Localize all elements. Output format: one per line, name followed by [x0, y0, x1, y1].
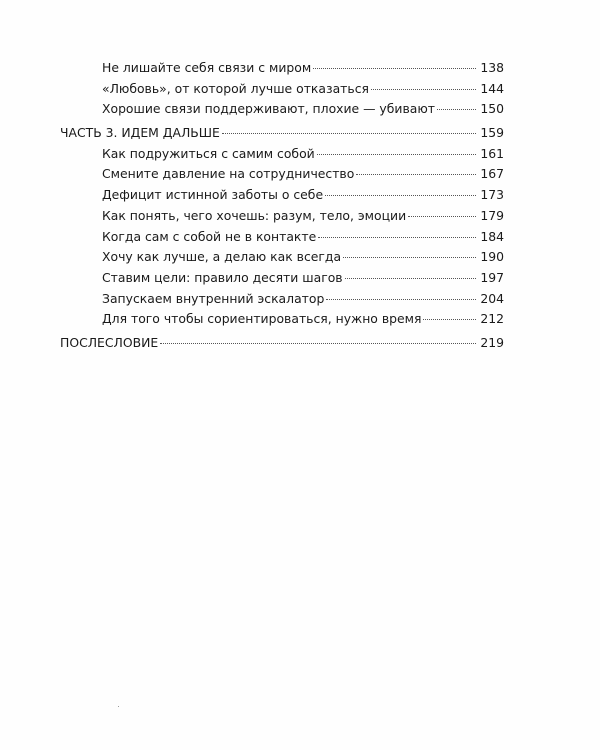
toc-entry-page: 150: [480, 101, 504, 117]
toc-entry-page: 144: [480, 80, 504, 96]
toc-entry: [60, 247, 504, 268]
toc-part-title: ЧАСТЬ 3. ИДЕМ ДАЛЬШЕ: [60, 125, 220, 141]
toc-entry-title: Запускаем внутренний эскалатор: [102, 290, 325, 306]
toc-entry-page: 161: [480, 145, 504, 161]
toc-entry-title: «Любовь», от которой лучше отказаться: [102, 80, 369, 96]
toc-entry: [60, 79, 504, 100]
toc-entry-page: 184: [480, 228, 504, 244]
toc-entry-page: 138: [480, 60, 504, 75]
dot-leader: [437, 109, 476, 110]
toc-afterword-page: 219: [480, 334, 504, 350]
dot-leader: [408, 216, 476, 217]
toc-entry: [60, 58, 504, 79]
dot-leader: [345, 278, 477, 279]
toc-entry-title: Как подружиться с самим собой: [102, 145, 315, 161]
toc-entry-page: 204: [480, 290, 504, 306]
toc-entry-page: 167: [480, 166, 504, 182]
toc-entry: [60, 289, 504, 310]
toc-entry-title: Когда сам с собой не в контакте: [102, 228, 317, 244]
toc-entry-title: Хочу как лучше, а делаю как всегда: [102, 249, 342, 265]
paper-speck: [118, 706, 119, 707]
dot-leader: [160, 343, 476, 344]
toc-entry-title: Хорошие связи поддерживают, плохие — убивают: [102, 101, 436, 117]
toc-afterword-title: ПОСЛЕСЛОВИЕ: [60, 334, 159, 350]
toc-entry-title: Для того чтобы сориентироваться, нужно время: [102, 311, 422, 327]
toc-entry-title: Смените давление на сотрудничество: [102, 166, 355, 182]
dot-leader: [326, 299, 476, 300]
toc-entry-title: Ставим цели: правило десяти шагов: [102, 269, 343, 285]
toc-entry-page: 173: [480, 187, 504, 203]
toc-afterword-heading: [60, 333, 504, 354]
table-of-contents: [60, 58, 504, 354]
toc-entry: [60, 144, 504, 165]
toc-entry: [60, 309, 504, 330]
toc-entry-page: 179: [480, 207, 504, 223]
toc-entry: [60, 268, 504, 289]
dot-leader: [325, 195, 476, 196]
toc-entry-title: Как понять, чего хочешь: разум, тело, эмоции: [102, 207, 407, 223]
dot-leader: [222, 133, 476, 134]
dot-leader: [356, 174, 476, 175]
toc-part-heading: [60, 123, 504, 144]
dot-leader: [423, 319, 476, 320]
toc-entry-page: 197: [480, 269, 504, 285]
toc-part-page: 159: [480, 125, 504, 141]
toc-entry-title: Дефицит истинной заботы о себе: [102, 187, 324, 203]
dot-leader: [313, 68, 476, 69]
toc-entry-title: Не лишайте себя связи с миром: [102, 60, 312, 75]
dot-leader: [318, 237, 476, 238]
dot-leader: [371, 89, 476, 90]
toc-entry: [60, 164, 504, 185]
toc-entry-page: 190: [480, 249, 504, 265]
dot-leader: [343, 257, 476, 258]
toc-entry: [60, 227, 504, 248]
toc-entry: [60, 185, 504, 206]
toc-entry: [60, 99, 504, 120]
dot-leader: [317, 154, 477, 155]
toc-entry-page: 212: [480, 311, 504, 327]
toc-entry: [60, 206, 504, 227]
